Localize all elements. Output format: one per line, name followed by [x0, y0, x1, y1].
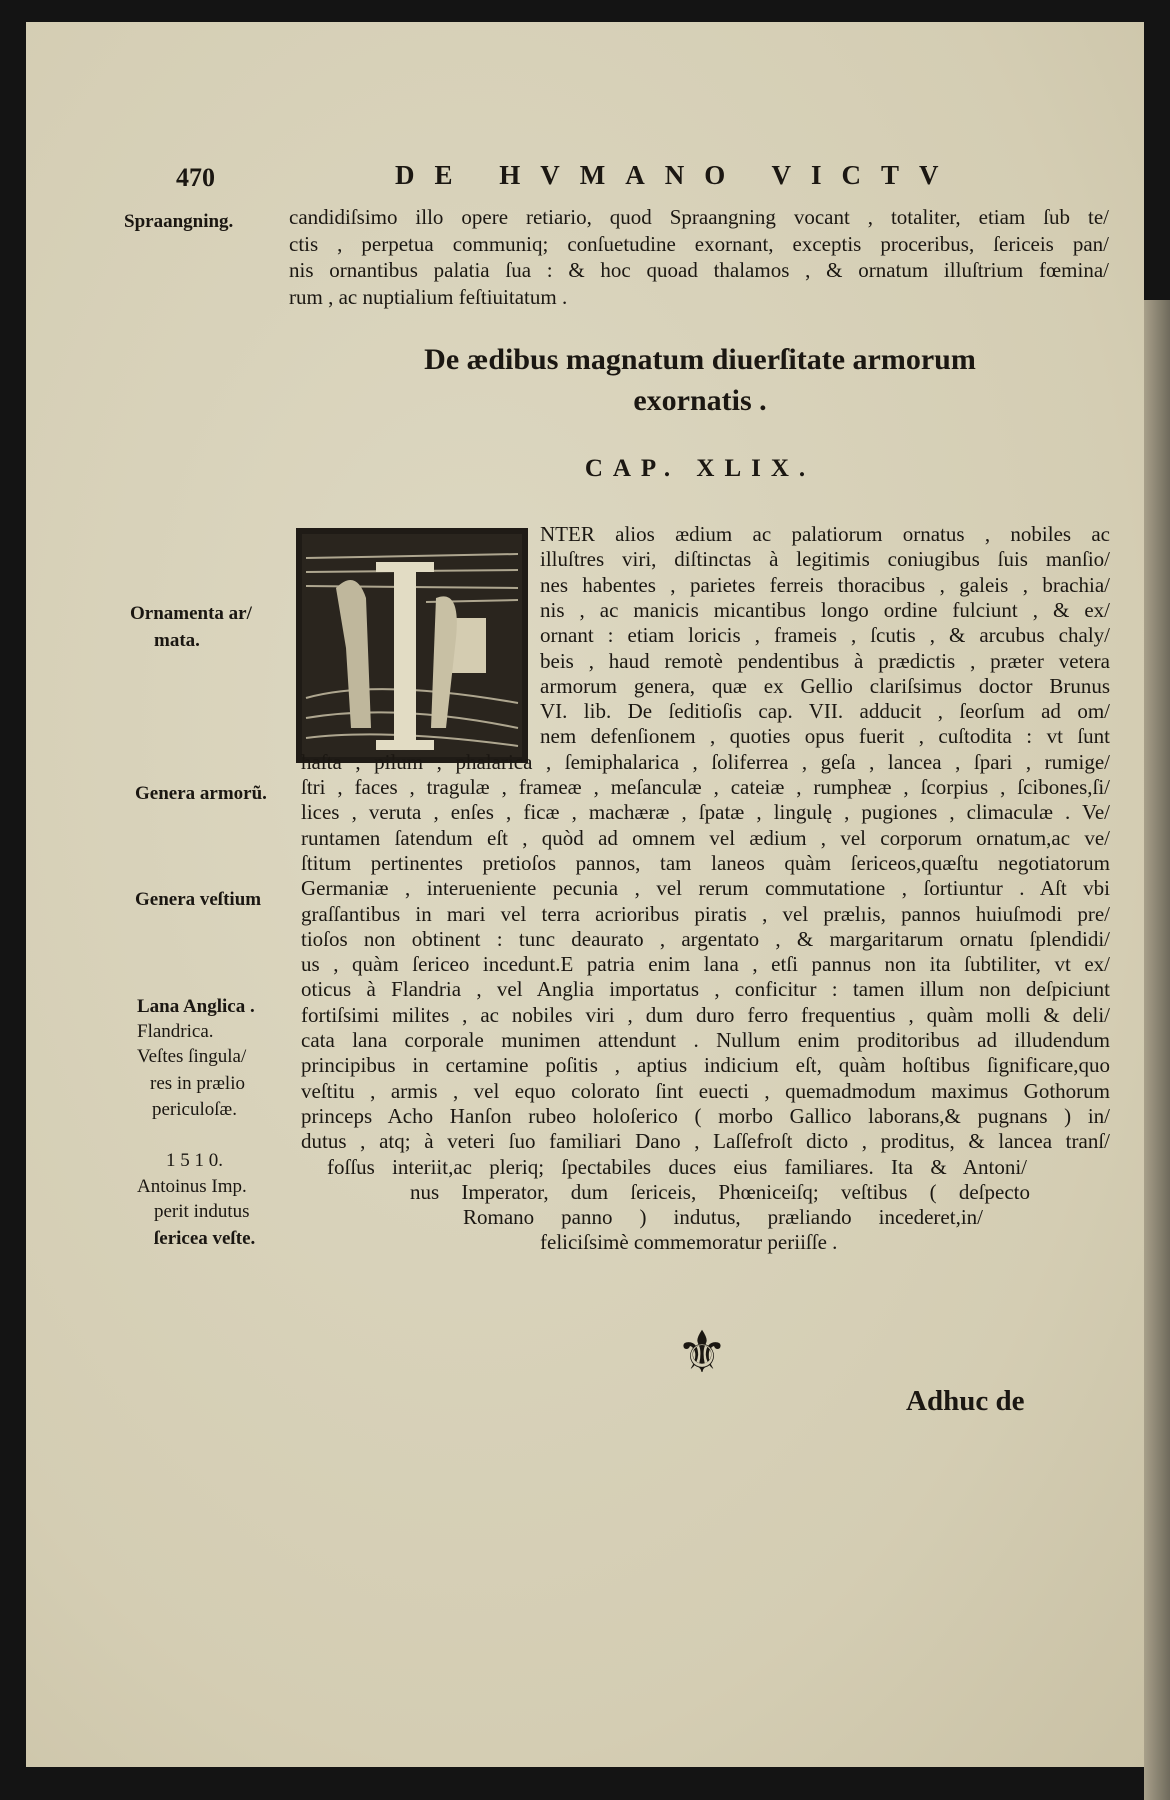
chapter-number: CAP. XLIX.: [584, 455, 816, 482]
text-line: nem defenſionem , quoties opus fuerit , cuſtodita : vt ſunt: [540, 724, 1110, 749]
drop-cap-letter: [394, 566, 416, 746]
woodcut-drop-cap: [296, 528, 528, 763]
text-line: oticus à Flandria , vel Anglia importatus , conficitur : tamen illum non deſpiciunt: [301, 977, 1110, 1002]
margin-note-vestes-2: res in prælio: [150, 1073, 245, 1094]
margin-note-genera-vestium: Genera veſtium: [135, 889, 262, 910]
chapter-title-line-2: exornatis .: [633, 384, 767, 417]
margin-note-antoninus-2: perit indutus: [154, 1201, 250, 1222]
text-line: graſſantibus in mari vel terra acrioribus piratis , vel prælıis, pannos huiuſmodi pre/: [301, 901, 1110, 926]
text-line: NTER alios ædium ac palatiorum ornatus , nobiles ac: [540, 522, 1110, 546]
adjacent-page-edge: [1144, 300, 1170, 1800]
text-line: rum , ac nuptialium feſtiuitatum .: [289, 284, 568, 309]
text-line: tioſos non obtinent : tunc deaurato , argentato , & margaritarum ornatu ſplendidi/: [301, 926, 1110, 951]
running-head: DE HVMANO VICTV: [395, 160, 959, 190]
woodcut-illustration-icon: [296, 528, 528, 763]
text-line: fortiſsimi milites , ac nobiles viri , dum duro ferro frequentius , quàm molli & deli/: [301, 1002, 1110, 1027]
text-line: nis ornantibus palatia ſua : & hoc quoad thalamos , & ornatum illuſtrium fœmina/: [289, 258, 1109, 282]
text-line: haſta , pilum , phalarica , ſemiphalarica , ſoliferrea , geſa , lancea , ſpari , rumige/: [301, 749, 1110, 774]
margin-note-antoninus-3: ſericea veſte.: [154, 1228, 256, 1249]
margin-note-spraangning: Spraangning.: [124, 211, 234, 232]
margin-note-lana-anglica: Lana Anglica .: [137, 996, 255, 1017]
text-line: ornant : etiam loricis , frameis , ſcutis , & arcubus chaly/: [540, 623, 1110, 648]
margin-note-genera-armorum: Genera armorũ.: [135, 783, 267, 804]
text-line: us , quàm ſericeo incedunt.E patria enim lana , etſi pannus non ita ſubtiliter, vt ex/: [301, 952, 1110, 977]
text-line: principibus in certamine poſitis , aptius indicium eſt, quàm hoſtibus ſignificare,quo: [301, 1053, 1110, 1078]
text-line: candidiſsimo illo opere retiario, quod Spraangning vocant , totaliter, etiam ſub te/: [289, 205, 1109, 229]
margin-note-vestes-3: periculoſæ.: [152, 1099, 237, 1120]
margin-note-antoninus: Antoinus Imp.: [137, 1176, 247, 1197]
text-line: VI. lib. De ſeditioſis cap. VII. adducit , ſeorſum ad om/: [540, 699, 1110, 724]
text-line: foſſus interiit,ac pleriq; ſpectabiles duces eius familiares. Ita & Antoni/: [327, 1154, 1027, 1179]
text-line: nis , ac manicis micantibus longo ordine fulciunt , & ex/: [540, 597, 1110, 622]
chapter-title-line-1: De ædibus magnatum diuerſitate armorum: [424, 343, 976, 376]
catchword: Adhuc de: [906, 1385, 1025, 1417]
fleuron-ornament: ⚜: [676, 1320, 728, 1385]
text-line: illuſtres viri, diſtinctas à legitimis coniugibus ſuis manſio/: [540, 547, 1110, 572]
text-line: ſtri , faces , tragulæ , frameæ , meſanculæ , cateiæ , rumpheæ , ſcorpius , ſcibones,ſi/: [301, 775, 1110, 799]
text-line: Romano panno ) indutus, præliando incederet,in/: [463, 1205, 983, 1230]
text-line: princeps Acho Hanſon rubeo holoſerico ( morbo Gallico laborans,& pugnans ) in/: [301, 1103, 1110, 1128]
text-line: runtamen ſatendum eſt , quòd ad omnem vel ædium , vel corporum ornatum,ac ve/: [301, 825, 1110, 850]
text-line: dutus , atq; à veteri ſuo familiari Dano , Laſſefroſt dicto , proditus, & lancea tranſ/: [301, 1129, 1110, 1154]
text-line: ſtitum pertinentes pretioſos pannos, tam laneos quàm ſericeos,quæſtu negotiatorum: [301, 850, 1110, 875]
text-line: Germaniæ , interueniente pecunia , vel rerum commutatione , ſortiuntur . Aſt vbi: [301, 876, 1110, 901]
margin-note-vestes: Veſtes ſingula/: [137, 1046, 247, 1067]
text-line: veſtitu , armis , vel equo colorato ſint euecti , quemadmodum maximus Gothorum: [301, 1078, 1110, 1103]
text-line: ctis , perpetua communiq; conſuetudine exornant, exceptis proceribus, ſericeis pan/: [289, 231, 1109, 256]
text-line: feliciſsimè commemoratur periiſſe .: [540, 1230, 838, 1255]
margin-note-flandrica: Flandrica.: [137, 1021, 214, 1042]
text-line: nus Imperator, dum ſericeis, Phœniceiſq; veſtibus ( deſpecto: [410, 1179, 1030, 1204]
text-line: lices , veruta , enſes , ficæ , machæræ , ſpatæ , lingulę , pugiones , climaculæ . Ve/: [301, 800, 1110, 825]
text-line: cata lana corporale munimen attendunt . Nullum enim proditoribus ad illudendum: [301, 1028, 1110, 1052]
page-number: 470: [176, 163, 215, 192]
margin-note-ornamenta-2: mata.: [154, 630, 200, 651]
margin-note-ornamenta: Ornamenta ar/: [130, 603, 252, 624]
text-line: armorum genera, quæ ex Gellio clariſsimus doctor Brunus: [540, 673, 1110, 698]
text-line: nes habentes , parietes ferreis thoracibus , galeis , brachia/: [540, 572, 1110, 597]
margin-note-year: 1 5 1 0.: [166, 1150, 223, 1171]
text-line: beis , haud remotè pendentibus à prædictis , præter vetera: [540, 648, 1110, 673]
